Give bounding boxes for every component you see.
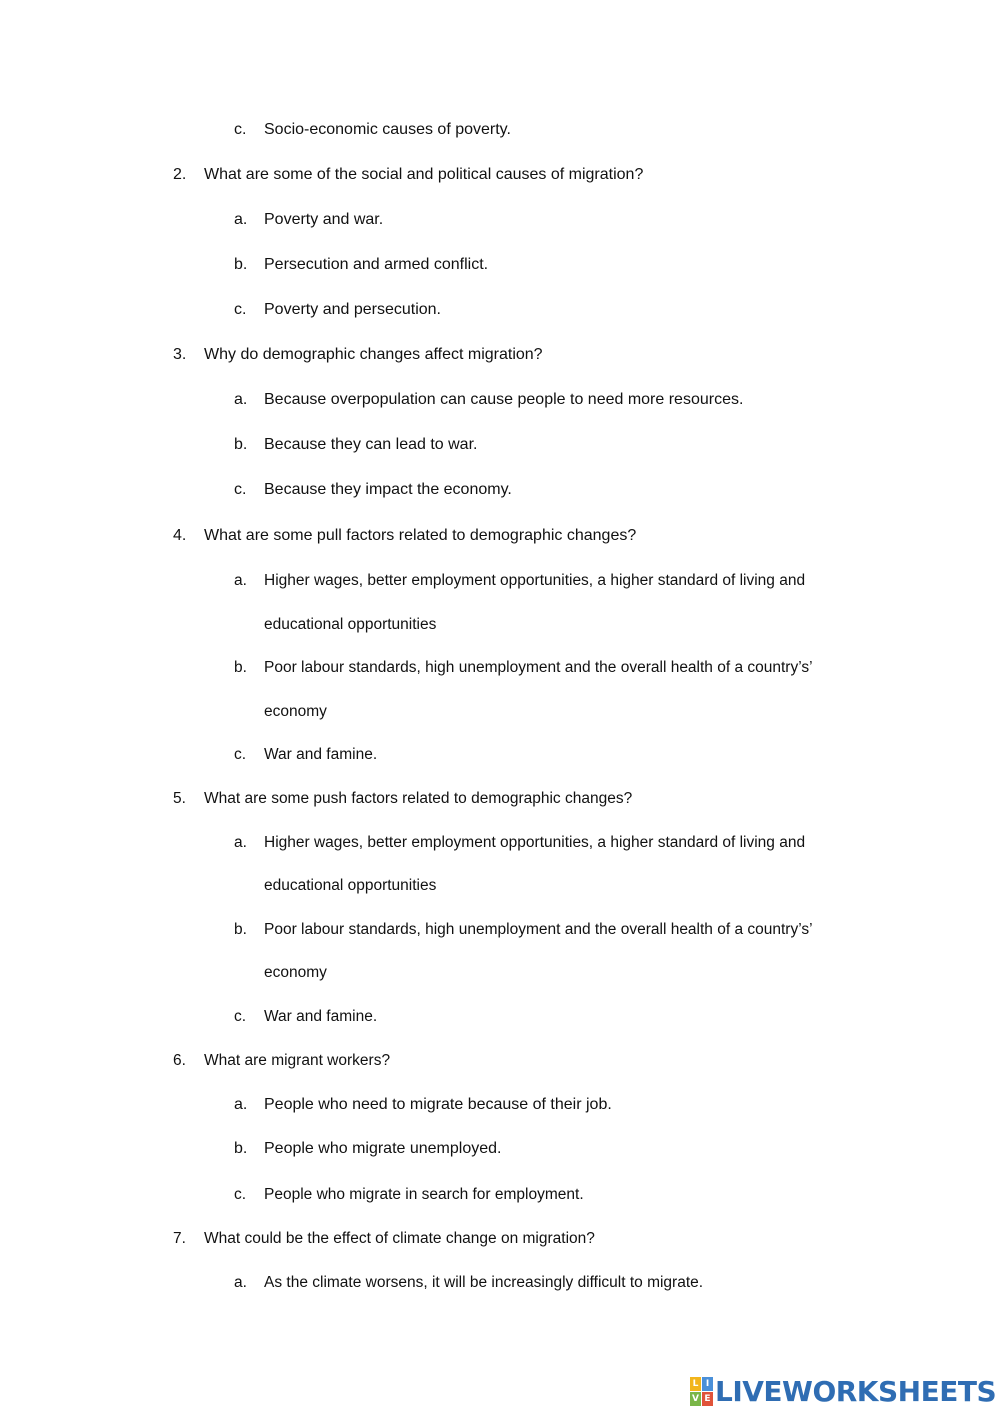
option-letter: b. — [234, 436, 248, 453]
option-text: Poor labour standards, high unemployment and the overall health of a country’s’ — [264, 659, 813, 676]
option-letter: c. — [234, 1186, 247, 1203]
question-text: What are some push factors related to demographic changes? — [204, 790, 633, 807]
option-letter: c. — [234, 481, 247, 498]
option-letter: c. — [234, 746, 247, 763]
option-letter: a. — [234, 391, 248, 408]
option-letter: c. — [234, 1008, 247, 1025]
question-text: What could be the effect of climate change on migration? — [204, 1230, 595, 1247]
option-letter: a. — [234, 572, 247, 589]
question-number: 6. — [173, 1052, 186, 1069]
option-text: Persecution and armed conflict. — [264, 256, 489, 273]
question-number: 4. — [173, 527, 187, 544]
option-text: economy — [264, 964, 327, 981]
option-text: People who migrate unemployed. — [264, 1140, 502, 1157]
liveworksheets-logo — [690, 1373, 996, 1409]
question-text: What are some pull factors related to demographic changes? — [204, 527, 637, 544]
question-number: 7. — [173, 1230, 186, 1247]
option-letter: a. — [234, 834, 247, 851]
question-text: What are migrant workers? — [204, 1052, 391, 1069]
option-letter: c. — [234, 301, 247, 318]
option-letter: b. — [234, 256, 248, 273]
question-text: Why do demographic changes affect migration? — [204, 346, 543, 363]
option-text: Because they impact the economy. — [264, 481, 512, 498]
option-text: economy — [264, 703, 327, 720]
option-text: Socio-economic causes of poverty. — [264, 121, 511, 138]
option-letter: b. — [234, 1140, 248, 1157]
option-text: Poverty and war. — [264, 211, 384, 228]
option-text: War and famine. — [264, 746, 378, 763]
option-letter: a. — [234, 1096, 248, 1113]
question-number: 5. — [173, 790, 186, 807]
option-letter: a. — [234, 1274, 247, 1291]
option-text: educational opportunities — [264, 877, 437, 894]
option-text: War and famine. — [264, 1008, 378, 1025]
logo-wordmark: LIVEWORKSHEETS — [715, 1374, 997, 1408]
option-text: Poor labour standards, high unemployment and the overall health of a country’s’ — [264, 921, 813, 938]
option-text: Poverty and persecution. — [264, 301, 441, 318]
logo-mark-icon: L I V E — [690, 1377, 712, 1405]
question-number: 3. — [173, 346, 187, 363]
option-letter: b. — [234, 921, 247, 938]
option-text: Higher wages, better employment opportunities, a higher standard of living and — [264, 834, 806, 851]
option-text: Because they can lead to war. — [264, 436, 478, 453]
question-number: 2. — [173, 166, 187, 183]
option-letter: c. — [234, 121, 247, 138]
option-text: People who migrate in search for employment. — [264, 1186, 584, 1203]
question-text: What are some of the social and political causes of migration? — [204, 166, 644, 183]
option-text: Higher wages, better employment opportunities, a higher standard of living and — [264, 572, 806, 589]
option-letter: b. — [234, 659, 247, 676]
option-text: educational opportunities — [264, 616, 437, 633]
option-text: Because overpopulation can cause people to need more resources. — [264, 391, 744, 408]
option-text: As the climate worsens, it will be increasingly difficult to migrate. — [264, 1274, 704, 1291]
option-text: People who need to migrate because of their job. — [264, 1096, 612, 1113]
option-letter: a. — [234, 211, 248, 228]
